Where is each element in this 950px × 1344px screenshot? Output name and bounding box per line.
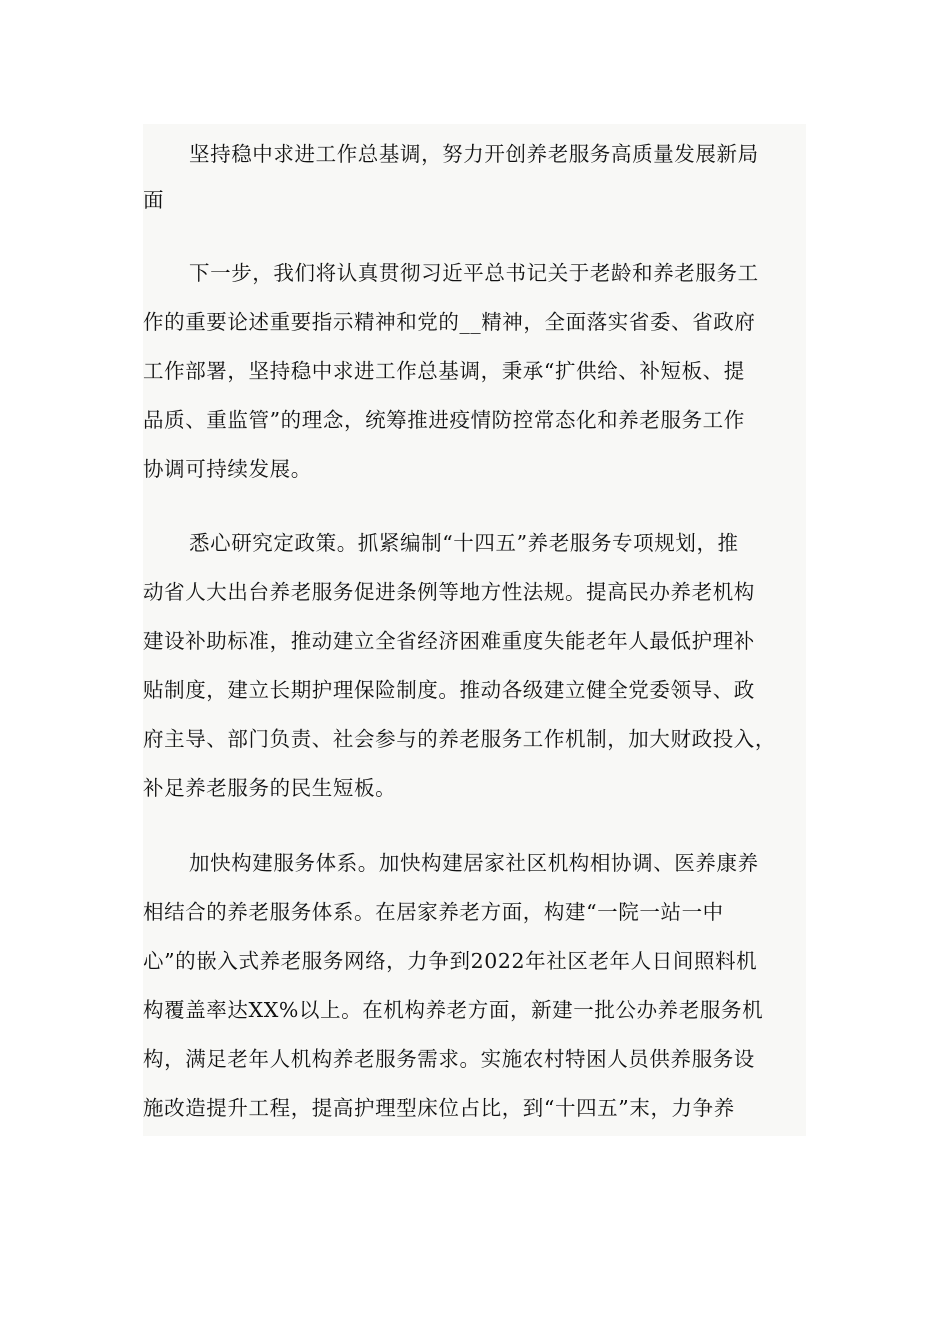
paragraph-2-line-1: 下一步，我们将认真贯彻习近平总书记关于老龄和养老服务工 [189, 261, 759, 285]
paragraph-3-line-5: 府主导、部门负责、社会参与的养老服务工作机制，加大财政投入， [143, 727, 776, 751]
paragraph-4-line-1: 加快构建服务体系。加快构建居家社区机构相协调、医养康养 [189, 851, 759, 875]
paragraph-2-line-4: 品质、重监管”的理念，统筹推进疫情防控常态化和养老服务工作 [143, 408, 745, 432]
document-text-block [143, 124, 806, 1136]
paragraph-4-line-3: 心”的嵌入式养老服务网络，力争到2022年社区老年人日间照料机 [143, 949, 758, 973]
paragraph-2-line-5: 协调可持续发展。 [143, 457, 312, 481]
paragraph-1-line-2: 面 [143, 188, 165, 212]
paragraph-4-line-6: 施改造提升工程，提高护理型床位占比，到“十四五”末，力争养 [143, 1096, 735, 1120]
paragraph-3-line-3: 建设补助标准，推动建立全省经济困难重度失能老年人最低护理补 [143, 629, 755, 653]
paragraph-4-line-4: 构覆盖率达XX%以上。在机构养老方面，新建一批公办养老服务机 [143, 998, 764, 1022]
paragraph-2-line-3: 工作部署，坚持稳中求进工作总基调，秉承“扩供给、补短板、提 [143, 359, 745, 383]
paragraph-4-line-5: 构，满足老年人机构养老服务需求。实施农村特困人员供养服务设 [143, 1047, 755, 1071]
paragraph-3-line-4: 贴制度，建立长期护理保险制度。推动各级建立健全党委领导、政 [143, 678, 755, 702]
paragraph-4-line-2: 相结合的养老服务体系。在居家养老方面，构建“一院一站一中 [143, 900, 724, 924]
paragraph-3-line-2: 动省人大出台养老服务促进条例等地方性法规。提高民办养老机构 [143, 580, 755, 604]
paragraph-2-line-2: 作的重要论述重要指示精神和党的__精神，全面落实省委、省政府 [143, 310, 756, 334]
paragraph-3-line-6: 补足养老服务的民生短板。 [143, 776, 397, 800]
paragraph-3-line-1: 悉心研究定政策。抓紧编制“十四五”养老服务专项规划，推 [189, 531, 739, 555]
paragraph-1-line-1: 坚持稳中求进工作总基调，努力开创养老服务高质量发展新局 [189, 142, 759, 166]
